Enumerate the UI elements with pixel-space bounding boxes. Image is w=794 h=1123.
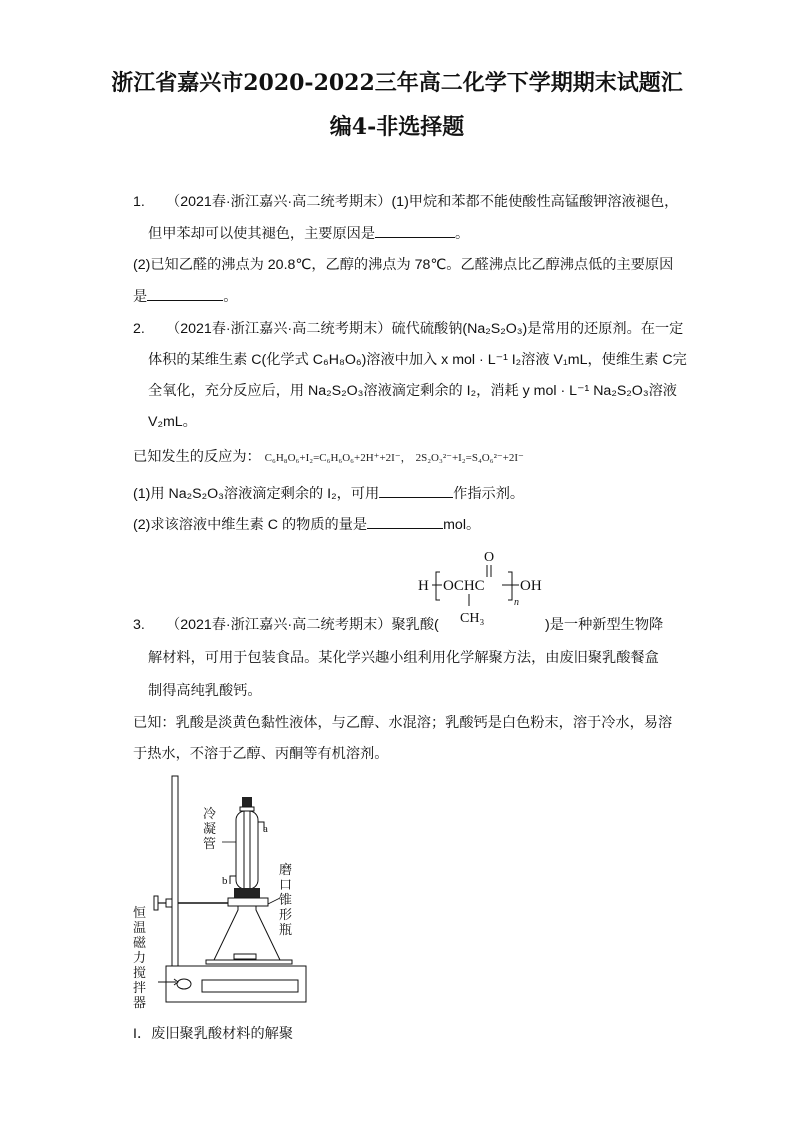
punct: 。 [455,226,470,242]
reaction-equation-2: 2S₂O₃²⁻+I₂=S₄O₆²⁻+2I⁻ [415,452,524,464]
question-3-line3: 制得高纯乳酸钙。 [148,683,262,699]
known-line2: 于热水，不溶于乙醇、丙酮等有机溶剂。 [133,746,389,762]
reaction-equation-1: C₆H₈O₆+I₂=C₆H₆O₆+2H⁺+2I⁻， [264,452,412,464]
answer-blank[interactable] [379,483,453,498]
page-title-line1: 浙江省嘉兴市2020-2022三年高二化学下学期期末试题汇 [111,70,683,96]
text: mol。 [443,517,481,533]
question-2-sub2 [133,514,480,535]
answer-blank[interactable] [147,286,223,301]
question-number: 2. [133,321,145,337]
question-2-line1 [166,319,683,339]
text: 硫代硫酸钠(Na₂S₂O₃)是常用的还原剂。在一定 [391,321,684,337]
question-2-line2: 体积的某维生素 C(化学式 C₆H₈O₆)溶液中加入 x mol · L⁻¹ I₂溶液 V₁mL，使维生素 C完 [148,352,687,368]
question-source: （2021春·浙江嘉兴·高二统考期末） [166,321,392,337]
section-heading: I．废旧聚乳酸材料的解聚 [133,1026,294,1042]
text: (1)用 Na₂S₂O₃溶液滴定剩余的 I₂，可用 [133,486,380,502]
question-number: 3. [133,617,145,633]
answer-blank[interactable] [367,514,443,529]
question-1-part1: (1)甲烷和苯都不能使酸性高锰酸钾溶液褪色， [391,194,679,210]
flask-label: 磨 口 锥 形 瓶 [279,862,293,937]
punct: 。 [223,289,238,305]
structure-carbonyl-o: O [484,550,495,565]
port-a-label: a [263,823,268,835]
question-1-part2-line2 [133,286,237,307]
question-2-sub1 [133,483,524,504]
text: (2)求该溶液中维生素 C 的物质的量是 [133,517,368,533]
stirrer-label: 恒 温 磁 力 搅 拌 器 [133,905,147,1010]
text: 已知发生的反应为： [133,449,261,465]
structure-chain: OCHC [443,578,485,594]
text: 作指示剂。 [453,486,525,502]
condenser-label: 冷 凝 管 [203,806,217,851]
question-1-line2 [148,223,469,244]
page-title-line2: 编4-非选择题 [329,114,465,140]
question-1-part2-line1: (2)已知乙醛的沸点为 20.8℃，乙醇的沸点为 78℃。乙醛沸点比乙醇沸点低的主要原因 [133,257,674,273]
structure-methyl: CH₃ [460,611,485,626]
answer-blank[interactable] [375,223,455,238]
question-1-part1-cont: 但甲苯却可以使其褪色，主要原因是 [148,226,376,242]
question-number: 1. [133,194,145,210]
question-2-line3: 全氧化，充分反应后，用 Na₂S₂O₃溶液滴定剩余的 I₂，消耗 y mol · L⁻¹ Na₂S₂O₃溶液 [148,383,677,399]
question-2-line4: V₂mL。 [148,414,197,430]
structure-n: n [514,597,519,608]
question-3-line1 [166,615,439,635]
question-source: （2021春·浙江嘉兴·高二统考期末） [166,617,392,633]
question-3-line1-end: )是一种新型生物降 [545,617,664,633]
text: 是 [133,289,148,305]
structure-h: H [418,578,429,594]
port-b-label: b [222,875,228,887]
structure-oh: OH [520,578,542,594]
text: 聚乳酸( [391,617,439,633]
question-source: （2021春·浙江嘉兴·高二统考期末） [166,194,392,210]
reaction-line [133,447,524,468]
question-3-line2: 解材料，可用于包装食品。某化学兴趣小组利用化学解聚方法，由废旧聚乳酸餐盒 [148,650,659,666]
question-1-line1 [166,192,678,212]
known-line1: 已知：乳酸是淡黄色黏性液体，与乙醇、水混溶；乳酸钙是白色粉末，溶于冷水，易溶 [133,715,673,731]
